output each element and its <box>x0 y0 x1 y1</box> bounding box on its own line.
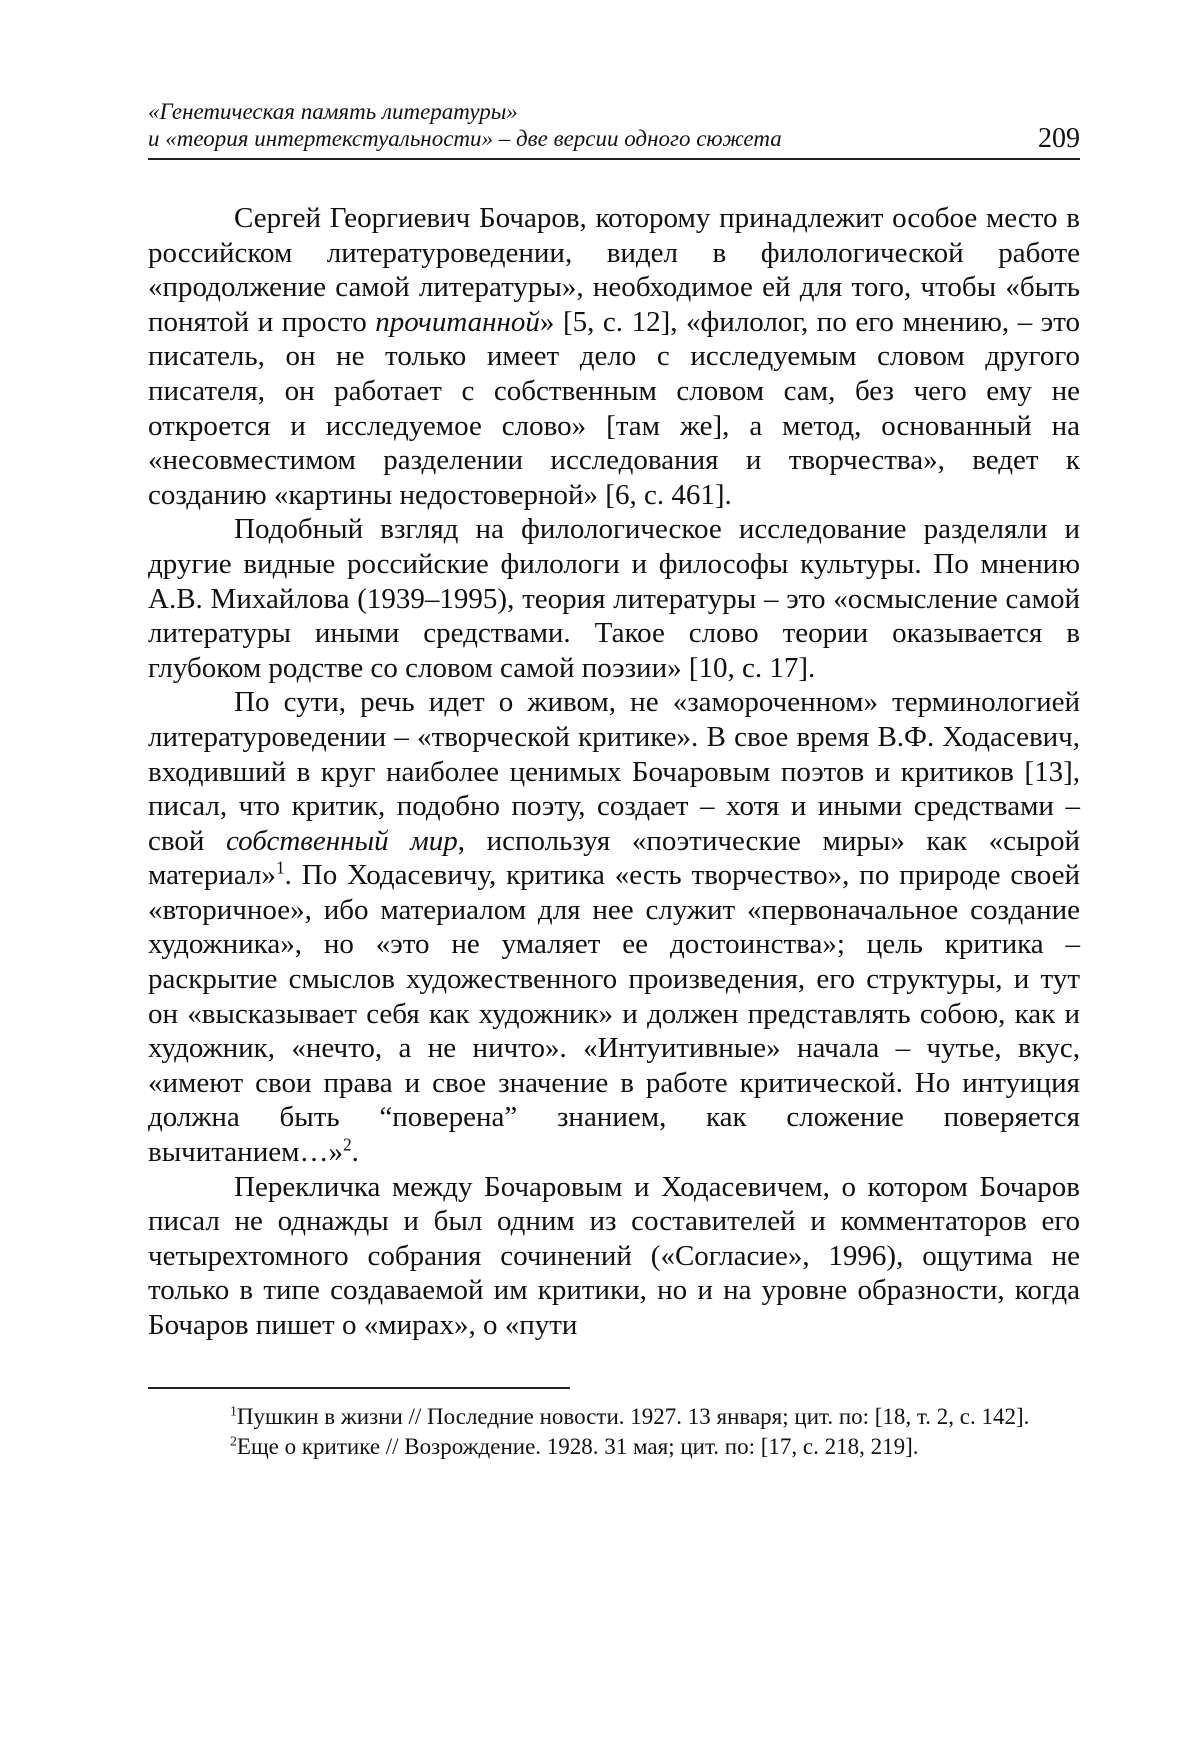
footnote-divider <box>148 1387 570 1389</box>
paragraph-3-text-c: . По Ходасевичу, критика «есть творчество», по природе своей «вторичное», ибо материалом для нее служит «первоначальное создание художника», но «это не умаляет ее достоинства»; цель критика – раскрытие смыслов художественного произведения, его структуры, и тут он «высказывает себя как художник» и должен представлять собою, как и художник, «нечто, а не ничто». «Интуитивные» начала – чутье, вкус, «имеют свои права и свое значение в работе критической. Но интуиция должна быть “поверена” знанием, как сложение поверяется вычитанием…» <box>148 859 1080 1169</box>
paragraph-3-text-b: , используя «поэтические миры» как «сырой материал» <box>148 824 1081 892</box>
main-text <box>148 201 1080 1343</box>
footnotes <box>148 1402 1080 1462</box>
running-head-line-1: «Генетическая память литературы» <box>148 99 518 124</box>
footnote-2-text: Еще о критике // Возрождение. 1928. 31 мая; цит. по: [17, с. 218, 219]. <box>236 1433 919 1459</box>
paragraph-1-text-a: Сергей Георгиевич Бочаров, которому принадлежит особое место в российском литературоведении, видел в филологической работе «продолжение самой литературы», необходимое ей для того, чтобы «быть понятой и просто <box>148 202 1080 338</box>
book-page <box>148 98 1080 1462</box>
footnote-2 <box>148 1432 1080 1462</box>
footnote-ref-1: 1 <box>275 857 285 878</box>
footnote-1-number: 1 <box>230 1402 237 1418</box>
paragraph-4: Перекличка между Бочаровым и Ходасевичем, о котором Бочаров писал не однажды и был одним из составителей и комментаторов его четырехтомного собрания сочинений («Согласие», 1996), ощутима не только в типе создаваемой им критики, но и на уровне образности, когда Бочаров пишет о «мирах», о «пути <box>148 1170 1080 1341</box>
paragraph-3-text-d: . <box>351 1136 359 1169</box>
running-head-line-2: и «теория интертекстуальности» – две версии одного сюжета <box>148 126 782 151</box>
footnote-2-number: 2 <box>230 1432 237 1448</box>
paragraph-1-italic: прочитанной <box>375 305 540 338</box>
running-head <box>148 98 1080 160</box>
paragraph-1-text-b: » [5, с. 12], «филолог, по его мнению, – это писатель, он не только имеет дело с исследуемым словом другого писателя, он работает с собственным словом сам, без чего ему не откроется и исследуемое слово» [там же], а метод, основанный на «несовместимом разделении исследования и творчества», ведет к созданию «картины недостоверной» [6, с. 461]. <box>148 305 1080 511</box>
paragraph-3-text-a: По сути, речь идет о живом, не «замороченном» терминологией литературоведении – «творческой критике». В свое время В.Ф. Ходасевич, входивший в круг наиболее ценимых Бочаровым поэтов и критиков [13], писал, что критик, подобно поэту, создает – хотя и иными средствами – свой <box>148 686 1080 857</box>
footnote-1 <box>148 1402 1080 1432</box>
paragraph-1 <box>148 201 1080 512</box>
paragraph-2: Подобный взгляд на филологическое исследование разделяли и другие видные российские филологи и философы культуры. По мнению А.В. Михайлова (1939–1995), теория литературы – это «осмысление самой литературы иными средствами. Такое слово теории оказывается в глубоком родстве со словом самой поэзии» [10, с. 17]. <box>148 513 1080 684</box>
footnote-ref-2: 2 <box>342 1134 352 1155</box>
footnote-1-text: Пушкин в жизни // Последние новости. 1927. 13 января; цит. по: [18, т. 2, с. 142]. <box>236 1403 1030 1429</box>
paragraph-3 <box>148 685 1080 1169</box>
paragraph-3-italic: собственный мир <box>225 824 458 857</box>
page-number: 209 <box>1038 123 1080 154</box>
